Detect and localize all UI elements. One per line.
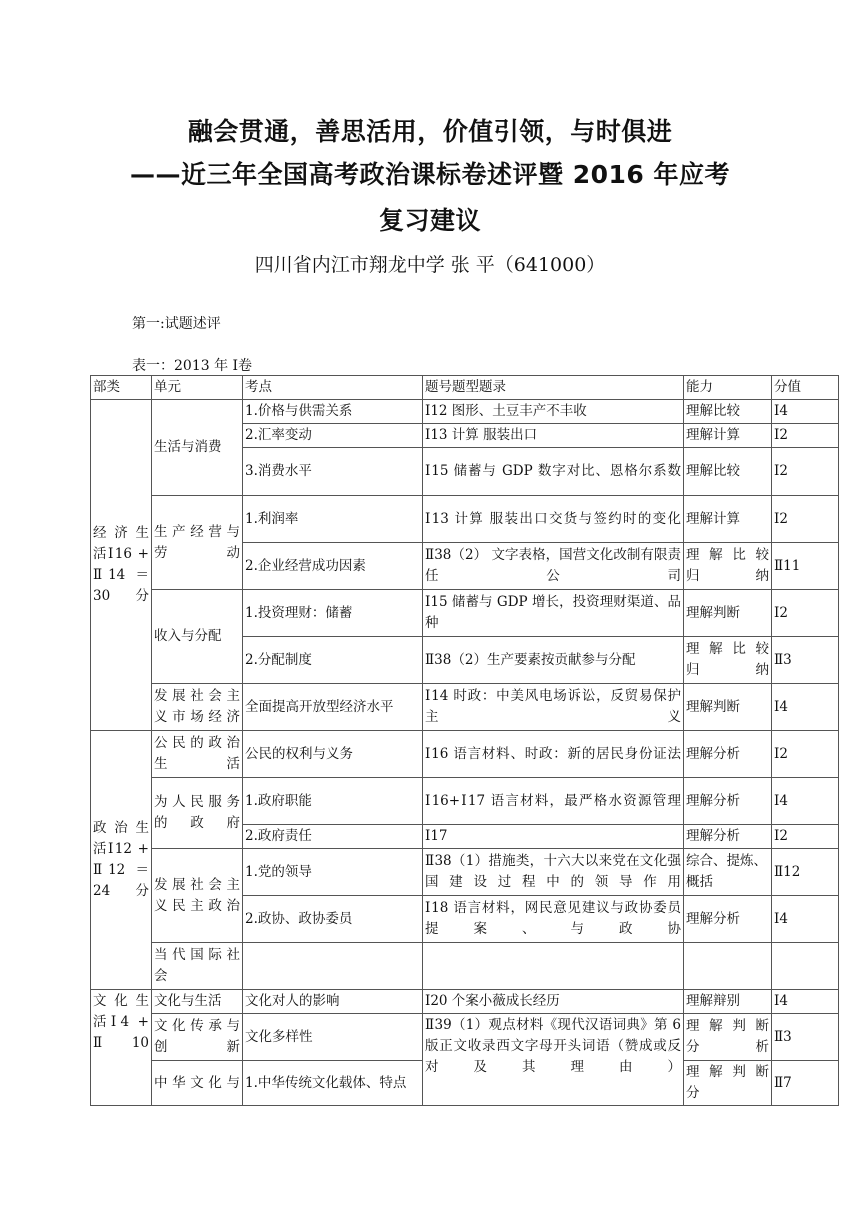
point-cell: 1.投资理财：储蓄 — [243, 590, 423, 637]
ability-cell: 理 解 判 断 分析 — [684, 1014, 772, 1061]
title-line-2: ——近三年全国高考政治课标卷述评暨 2016 年应考 — [130, 160, 730, 189]
question-cell: Ⅰ15 储蓄与 GDP 增长，投资理财渠道、品种 — [423, 590, 684, 637]
question-cell — [423, 943, 684, 990]
unit-cell: 当 代 国 际 社会 — [152, 943, 243, 990]
question-cell: Ⅰ14 时政：中美风电场诉讼，反贸易保护主义 — [423, 684, 684, 731]
section-cell-cultural: 文 化 生活Ⅰ4 + Ⅱ10 — [91, 990, 152, 1106]
question-cell: Ⅰ13 计算 服装出口交货与签约时的变化 — [423, 496, 684, 543]
unit-cell: 生活与消费 — [152, 400, 243, 496]
question-cell: Ⅰ16+Ⅰ17 语言材料，最严格水资源管理 — [423, 778, 684, 825]
question-cell: Ⅱ39（1）观点材料《现代汉语词典》第 6 版正文收录西文字母开头词语（赞成或反对及其理由） — [423, 1014, 684, 1106]
score-cell: Ⅰ2 — [772, 825, 839, 849]
table-row — [91, 943, 839, 990]
ability-cell: 理解比较 — [684, 448, 772, 496]
table-caption: 表一：2013 年 Ⅰ卷 — [132, 358, 253, 374]
score-cell: Ⅱ3 — [772, 1014, 839, 1061]
score-cell: Ⅱ11 — [772, 543, 839, 590]
score-cell: Ⅰ2 — [772, 731, 839, 778]
score-cell: Ⅰ4 — [772, 990, 839, 1014]
header-cell: 能力 — [684, 376, 772, 400]
unit-cell: 生 产 经 营 与劳动 — [152, 496, 243, 590]
point-cell: 文化多样性 — [243, 1014, 423, 1061]
question-cell: Ⅰ12 图形、土豆丰产不丰收 — [423, 400, 684, 424]
author-line: 四川省内江市翔龙中学 张 平（641000） — [254, 254, 606, 276]
header-cell: 分值 — [772, 376, 839, 400]
table-row — [91, 849, 839, 896]
question-cell: Ⅰ17 — [423, 825, 684, 849]
unit-cell: 文化与生活 — [152, 990, 243, 1014]
point-cell: 3.消费水平 — [243, 448, 423, 496]
score-cell: Ⅰ2 — [772, 496, 839, 543]
section-cell-economic: 经 济 生活Ⅰ16 + Ⅱ14 ＝ 30 分 — [91, 400, 152, 731]
ability-cell: 综合、提炼、概括 — [684, 849, 772, 896]
unit-cell: 发 展 社 会 主义民主政治 — [152, 849, 243, 943]
exam-analysis-table — [90, 375, 839, 1106]
point-cell: 2.分配制度 — [243, 637, 423, 684]
ability-cell: 理 解 比 较 归纳 — [684, 543, 772, 590]
point-cell: 全面提高开放型经济水平 — [243, 684, 423, 731]
table-row — [91, 778, 839, 825]
table-row — [91, 990, 839, 1014]
question-cell: Ⅱ38（2）生产要素按贡献参与分配 — [423, 637, 684, 684]
ability-cell: 理 解 比 较 归纳 — [684, 637, 772, 684]
question-cell: Ⅱ38（2） 文字表格，国营文化改制有限责任公司 — [423, 543, 684, 590]
score-cell: Ⅱ12 — [772, 849, 839, 896]
ability-cell: 理解辩别 — [684, 990, 772, 1014]
score-cell: Ⅰ2 — [772, 424, 839, 448]
point-cell: 2.政府责任 — [243, 825, 423, 849]
point-cell: 2.政协、政协委员 — [243, 896, 423, 943]
title-line-3: 复习建议 — [378, 206, 481, 235]
ability-cell — [684, 943, 772, 990]
ability-cell: 理解比较 — [684, 400, 772, 424]
question-cell: Ⅰ13 计算 服装出口 — [423, 424, 684, 448]
section-heading: 第一:试题述评 — [132, 316, 221, 332]
question-cell: Ⅰ15 储蓄与 GDP 数字对比、恩格尔系数 — [423, 448, 684, 496]
score-cell: Ⅰ4 — [772, 400, 839, 424]
ability-cell: 理解分析 — [684, 825, 772, 849]
point-cell: 1.政府职能 — [243, 778, 423, 825]
point-cell: 公民的权利与义务 — [243, 731, 423, 778]
table-row — [91, 496, 839, 543]
question-cell: Ⅱ38（1）措施类，十六大以来党在文化强国建设过程中的领导作用 — [423, 849, 684, 896]
score-cell: Ⅰ4 — [772, 684, 839, 731]
ability-cell: 理解判断 — [684, 684, 772, 731]
unit-cell: 发 展 社 会 主义市场经济 — [152, 684, 243, 731]
unit-cell: 中 华 文 化 与 — [152, 1061, 243, 1106]
score-cell: Ⅰ2 — [772, 590, 839, 637]
point-cell — [243, 943, 423, 990]
unit-cell: 公 民 的 政 治生活 — [152, 731, 243, 778]
score-cell: Ⅱ7 — [772, 1061, 839, 1106]
ability-cell: 理 解 判 断 分 — [684, 1061, 772, 1106]
table-row — [91, 590, 839, 637]
question-cell: Ⅰ16 语言材料、时政：新的居民身份证法 — [423, 731, 684, 778]
ability-cell: 理解分析 — [684, 896, 772, 943]
point-cell: 1.中华传统文化载体、特点 — [243, 1061, 423, 1106]
ability-cell: 理解计算 — [684, 496, 772, 543]
header-cell: 考点 — [243, 376, 423, 400]
question-cell: Ⅰ18 语言材料，网民意见建议与政协委员提案、与政协 — [423, 896, 684, 943]
score-cell: Ⅰ4 — [772, 778, 839, 825]
score-cell: Ⅰ4 — [772, 896, 839, 943]
question-cell: Ⅰ20 个案小薇成长经历 — [423, 990, 684, 1014]
table-row — [91, 684, 839, 731]
unit-cell: 为 人 民 服 务的政府 — [152, 778, 243, 849]
ability-cell: 理解计算 — [684, 424, 772, 448]
score-cell: Ⅰ2 — [772, 448, 839, 496]
header-cell: 部类 — [91, 376, 152, 400]
ability-cell: 理解判断 — [684, 590, 772, 637]
title-line-1: 融会贯通，善思活用，价值引领，与时俱进 — [187, 117, 673, 146]
unit-cell: 文 化 传 承 与创新 — [152, 1014, 243, 1061]
table-header-row — [91, 376, 839, 400]
point-cell: 1.价格与供需关系 — [243, 400, 423, 424]
table-row — [91, 1014, 839, 1061]
point-cell: 文化对人的影响 — [243, 990, 423, 1014]
ability-cell: 理解分析 — [684, 731, 772, 778]
section-cell-political: 政 治 生活Ⅰ12 + Ⅱ12 ＝ 24 分 — [91, 731, 152, 990]
score-cell — [772, 943, 839, 990]
unit-cell: 收入与分配 — [152, 590, 243, 684]
point-cell: 1.党的领导 — [243, 849, 423, 896]
point-cell: 2.企业经营成功因素 — [243, 543, 423, 590]
point-cell: 2.汇率变动 — [243, 424, 423, 448]
table-row — [91, 731, 839, 778]
ability-cell: 理解分析 — [684, 778, 772, 825]
point-cell: 1.利润率 — [243, 496, 423, 543]
header-cell: 题号题型题录 — [423, 376, 684, 400]
score-cell: Ⅱ3 — [772, 637, 839, 684]
header-cell: 单元 — [152, 376, 243, 400]
table-row — [91, 400, 839, 424]
